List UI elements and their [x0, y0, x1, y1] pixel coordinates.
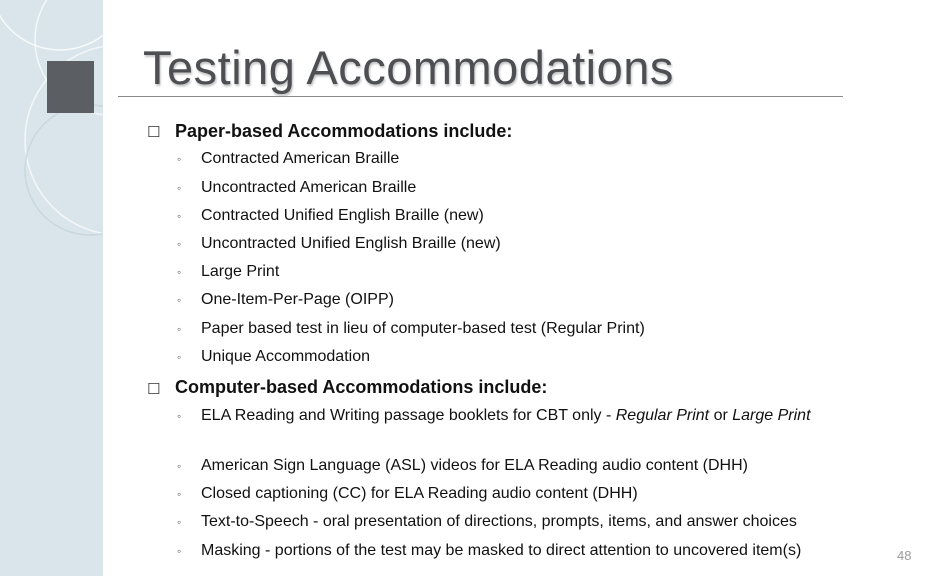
circle-bullet-icon: ◦ — [177, 293, 182, 307]
computer-item: Masking - portions of the test may be masked to direct attention to uncovered item(s) — [201, 542, 802, 559]
paper-heading: Paper-based Accommodations include: — [175, 121, 513, 141]
paper-item: One-Item-Per-Page (OIPP) — [201, 291, 394, 308]
paper-item: Paper based test in lieu of computer-based test (Regular Print) — [201, 320, 645, 337]
paper-item: Large Print — [201, 263, 280, 280]
paper-item: Contracted American Braille — [201, 150, 400, 167]
computer-item-text: or — [709, 407, 733, 424]
computer-item-italic: Regular Print — [615, 407, 710, 424]
circle-bullet-icon: ◦ — [177, 322, 182, 336]
paper-item: Uncontracted Unified English Braille (new) — [201, 235, 501, 252]
square-bullet-icon: ☐ — [147, 381, 161, 398]
circle-bullet-icon: ◦ — [177, 515, 182, 529]
computer-item: Closed captioning (CC) for ELA Reading audio content (DHH) — [201, 485, 638, 502]
circle-bullet-icon: ◦ — [177, 459, 182, 473]
circle-bullet-icon: ◦ — [177, 152, 182, 166]
computer-item: Text-to-Speech - oral presentation of directions, prompts, items, and answer choices — [201, 513, 797, 530]
circle-bullet-icon: ◦ — [177, 209, 182, 223]
circle-bullet-icon: ◦ — [177, 265, 182, 279]
paper-item: Unique Accommodation — [201, 348, 370, 365]
slide-title: Testing Accommodations — [143, 41, 674, 94]
computer-item-italic: Large Print — [732, 407, 811, 424]
paper-item: Uncontracted American Braille — [201, 179, 417, 196]
circle-bullet-icon: ◦ — [177, 409, 182, 423]
computer-item: American Sign Language (ASL) videos for ELA Reading audio content (DHH) — [201, 457, 748, 474]
computer-heading: Computer-based Accommodations include: — [175, 377, 548, 397]
circle-bullet-icon: ◦ — [177, 237, 182, 251]
paper-item: Contracted Unified English Braille (new) — [201, 207, 484, 224]
circle-bullet-icon: ◦ — [177, 544, 182, 558]
circle-bullet-icon: ◦ — [177, 350, 182, 364]
circle-bullet-icon: ◦ — [177, 487, 182, 501]
square-bullet-icon: ☐ — [147, 124, 161, 141]
page-number: 48 — [897, 548, 912, 563]
computer-item — [201, 405, 861, 427]
circle-bullet-icon: ◦ — [177, 181, 182, 195]
computer-item-text: ELA Reading and Writing passage booklets for CBT only - — [201, 407, 616, 424]
